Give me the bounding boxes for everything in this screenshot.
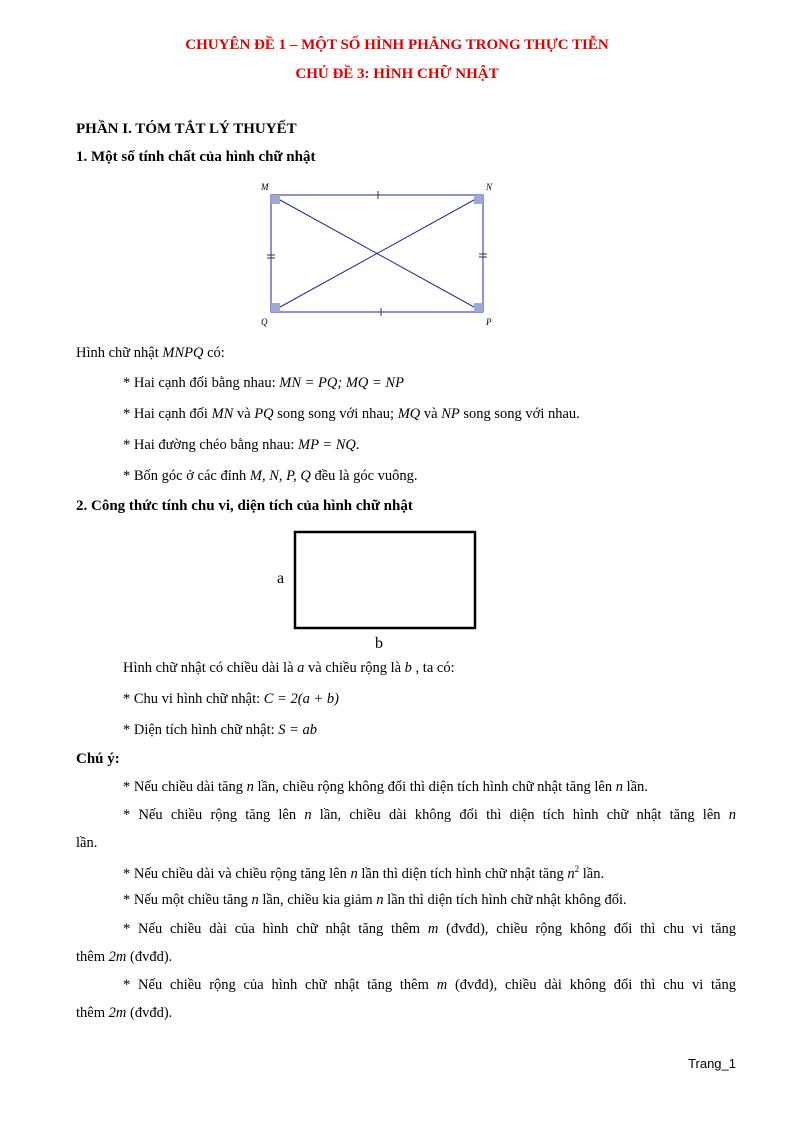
right-angle-mark-n (474, 195, 483, 204)
note-5-continuation: thêm 2m (đvđd). (76, 949, 173, 965)
property-bullet-3: * Hai đường chéo bằng nhau: MP = NQ. (123, 437, 360, 453)
vertex-label-p: P (486, 317, 492, 327)
rectangle-ab-outline (295, 532, 475, 628)
note-3: * Nếu chiều dài và chiều rộng tăng lên n lần thì diện tích hình chữ nhật tăng $n^2$ lần. (123, 864, 605, 882)
note-4: * Nếu một chiều tăng n lần, chiều kia giảm n lần thì diện tích hình chữ nhật không đổi. (123, 892, 627, 908)
vertex-label-m: M (261, 182, 269, 192)
rectangle-ab-figure (270, 526, 490, 654)
note-2: * Nếu chiều rộng tăng lên n lần, chiều dài không đổi thì diện tích hình chữ nhật tăng lên n (123, 807, 736, 823)
part-heading: PHẦN I. TÓM TẮT LÝ THUYẾT (76, 121, 297, 137)
right-angle-mark-m (271, 195, 280, 204)
note-5: * Nếu chiều dài của hình chữ nhật tăng thêm m (đvđd), chiều rộng không đổi thì chu vi tăng (123, 921, 737, 937)
note-6: * Nếu chiều rộng của hình chữ nhật tăng thêm m (đvđd), chiều dài không đổi thì chu vi tăng (123, 977, 736, 993)
document-title: CHUYÊN ĐỀ 1 – MỘT SỐ HÌNH PHẲNG TRONG THỰC TIỄN (185, 37, 609, 53)
section1-heading: 1. Một số tính chất của hình chữ nhật (76, 149, 316, 165)
note-1: * Nếu chiều dài tăng n lần, chiều rộng không đổi thì diện tích hình chữ nhật tăng lên n lần. (123, 779, 648, 795)
property-bullet-1: * Hai cạnh đối bằng nhau: MN = PQ; MQ = NP (123, 375, 404, 391)
right-angle-mark-p (474, 303, 483, 312)
side-label-a: a (277, 570, 285, 587)
vertex-label-n: N (486, 182, 493, 192)
property-bullet-4: * Bốn góc ở các đỉnh M, N, P, Q đều là góc vuông. (123, 468, 418, 484)
note-heading: Chú ý: (76, 751, 120, 767)
rectangle-intro: Hình chữ nhật MNPQ có: (76, 345, 225, 361)
perimeter-formula: * Chu vi hình chữ nhật: C = 2(a + b) (123, 691, 339, 707)
formula-intro: Hình chữ nhật có chiều dài là a và chiều rộng là b , ta có: (123, 660, 455, 676)
document-subtitle: CHỦ ĐỀ 3: HÌNH CHỮ NHẬT (295, 66, 499, 82)
note-2-continuation: lần. (76, 835, 98, 851)
rectangle-mnpq-figure (250, 176, 510, 332)
page-number: Trang_1 (688, 1056, 736, 1071)
side-label-b: b (375, 635, 383, 652)
property-bullet-2: * Hai cạnh đối MN và PQ song song với nhau; MQ và NP song song với nhau. (123, 406, 580, 422)
right-angle-mark-q (271, 303, 280, 312)
note-6-continuation: thêm 2m (đvđd). (76, 1005, 173, 1021)
vertex-label-q: Q (261, 317, 268, 327)
section2-heading: 2. Công thức tính chu vi, diện tích của hình chữ nhật (76, 498, 413, 514)
area-formula: * Diện tích hình chữ nhật: S = ab (123, 722, 318, 738)
